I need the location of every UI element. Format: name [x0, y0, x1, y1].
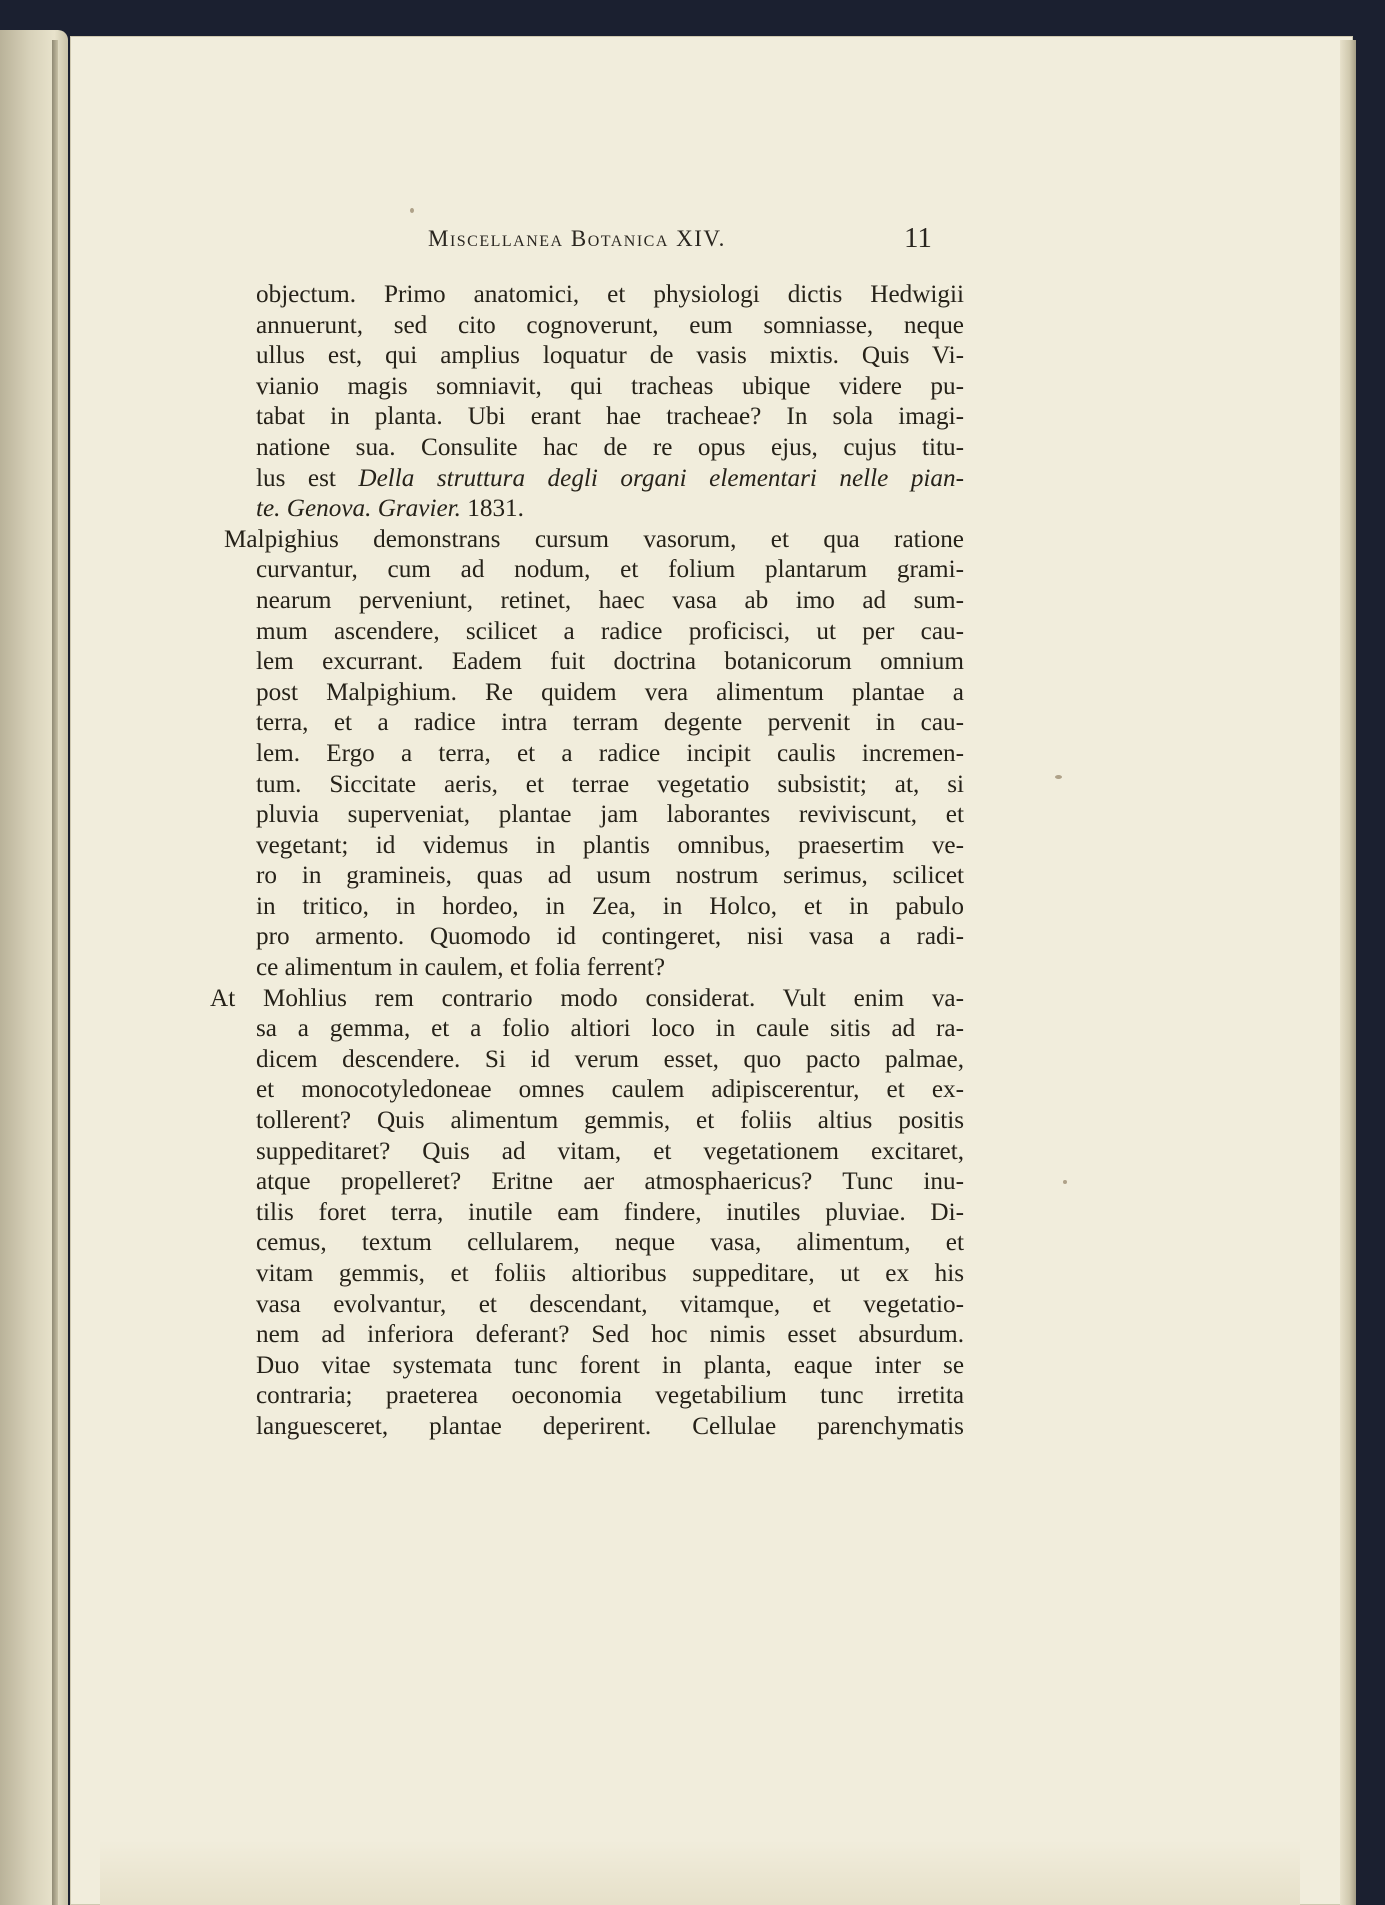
book-title-end: te. Genova. Gravier.	[256, 495, 461, 523]
text-line: nem ad inferiora deferant? Sed hoc nimis esset absurdum.	[256, 1321, 964, 1349]
text-line: in tritico, in hordeo, in Zea, in Holco, et in pabulo	[256, 892, 964, 920]
text-line: tilis foret terra, inutile eam findere, inutiles pluviae. Di-	[256, 1198, 964, 1226]
text-line: vianio magis somniavit, qui tracheas ubique videre pu-	[256, 372, 964, 400]
page-bottom-edge	[100, 1840, 1300, 1905]
text-line: nearum perveniunt, retinet, haec vasa ab imo ad sum-	[256, 586, 964, 614]
running-title: Miscellanea Botanica XIV.	[428, 226, 726, 251]
text-line: ce alimentum in caulem, et folia ferrent?	[256, 954, 666, 982]
text-line: Duo vitae systemata tunc forent in planta, eaque inter se	[256, 1351, 964, 1379]
text-line: vitam gemmis, et foliis altioribus suppeditare, ut ex his	[256, 1260, 964, 1287]
text-line	[224, 494, 964, 525]
publication-year: 1831.	[460, 495, 524, 523]
text-line: natione sua. Consulite hac de re opus ejus, cujus titu-	[256, 433, 964, 461]
text-line: objectum. Primo anatomici, et physiologi dictis Hedwigii	[256, 281, 964, 308]
page-fore-edge	[1340, 40, 1356, 1905]
text-line: vegetant; id videmus in plantis omnibus, praesertim ve-	[256, 831, 964, 859]
text-line: ullus est, qui amplius loquatur de vasis mixtis. Quis Vi-	[256, 342, 964, 370]
text-line: vasa evolvantur, et descendant, vitamque, et vegetatio-	[256, 1290, 964, 1318]
text-line: annuerunt, sed cito cognoverunt, eum somniasse, neque	[256, 311, 964, 339]
paragraph-start: At Mohlius rem contrario modo considerat. Vult enim va-	[210, 984, 964, 1012]
ink-speck	[410, 208, 414, 213]
paragraph-start: Malpighius demonstrans cursum vasorum, et qua ratione	[224, 525, 964, 553]
text-line: lem excurrant. Eadem fuit doctrina botanicorum omnium	[256, 648, 964, 676]
text-fragment: lus est	[256, 464, 359, 492]
text-line: post Malpighium. Re quidem vera alimentum plantae a	[256, 678, 964, 706]
text-line: curvantur, cum ad nodum, et folium plantarum grami-	[256, 556, 964, 584]
text-line: mum ascendere, scilicet a radice proficisci, ut per cau-	[256, 617, 964, 645]
text-line: pro armento. Quomodo id contingeret, nisi vasa a radi-	[256, 923, 964, 951]
text-line: contraria; praeterea oeconomia vegetabilium tunc irretita	[256, 1382, 964, 1410]
text-line: sa a gemma, et a folio altiori loco in caule sitis ad ra-	[256, 1015, 964, 1043]
book-title: Della struttura degli organi elementari nelle pian-	[358, 464, 964, 492]
text-line: pluvia superveniat, plantae jam laborantes reviviscunt, et	[256, 801, 964, 829]
text-line: cemus, textum cellularem, neque vasa, alimentum, et	[256, 1229, 964, 1257]
text-line: suppeditaret? Quis ad vitam, et vegetationem excitaret,	[256, 1137, 964, 1165]
text-line: et monocotyledoneae omnes caulem adipiscerentur, et ex-	[256, 1076, 964, 1104]
text-line: tabat in planta. Ubi erant hae tracheae? In sola imagi-	[256, 403, 964, 431]
text-line: lem. Ergo a terra, et a radice incipit caulis incremen-	[256, 739, 964, 767]
running-header	[428, 222, 948, 260]
gutter-shadow	[52, 40, 58, 1905]
ink-speck	[1063, 1180, 1067, 1184]
page-number: 11	[904, 222, 932, 254]
text-line: ro in gramineis, quas ad usum nostrum serimus, scilicet	[256, 862, 964, 890]
ink-speck	[1055, 775, 1062, 779]
text-line: terra, et a radice intra terram degente pervenit in cau-	[256, 709, 964, 737]
text-line: dicem descendere. Si id verum esset, quo pacto palmae,	[256, 1045, 964, 1073]
text-line: languesceret, plantae deperirent. Cellulae parenchymatis	[256, 1412, 964, 1440]
text-line: tum. Siccitate aeris, et terrae vegetatio subsistit; at, si	[256, 770, 964, 798]
text-line	[224, 464, 964, 495]
text-line: tollerent? Quis alimentum gemmis, et foliis altius positis	[256, 1107, 964, 1135]
body-text	[210, 280, 964, 1443]
text-line: atque propelleret? Eritne aer atmosphaericus? Tunc inu-	[256, 1168, 964, 1196]
